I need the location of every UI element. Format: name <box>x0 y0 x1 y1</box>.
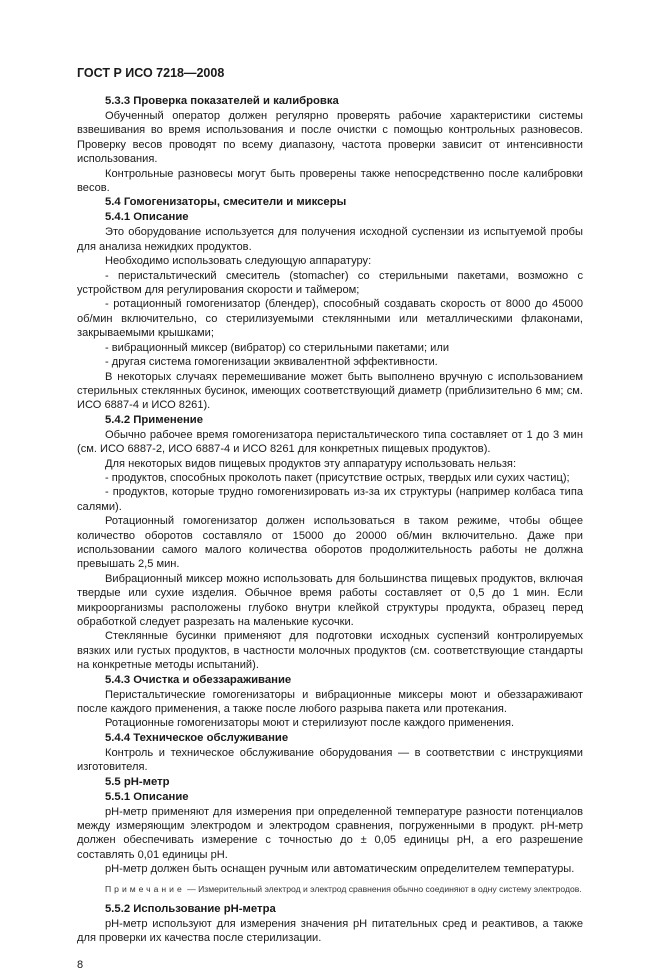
paragraph: В некоторых случаях перемешивание может быть выполнено вручную с использованием стерильных стеклянных бусинок, имеющих соответствующий диаметр (приблизительно 6 мм; см. ИСО 6887-4 и ИСО 8261). <box>77 370 583 412</box>
note-text: — Измерительный электрод и электрод сравнения обычно соединяют в одну систему электродов. <box>184 883 582 894</box>
paragraph: Для некоторых видов пищевых продуктов эту аппаратуру использовать нельзя: <box>105 457 517 470</box>
note <box>77 883 583 896</box>
section-heading: 5.4.1 Описание <box>105 211 189 224</box>
list-item: - другая система гомогенизации эквивалентной эффективности. <box>105 356 438 369</box>
page-number: 8 <box>77 958 84 971</box>
document-header: ГОСТ Р ИСО 7218—2008 <box>77 66 225 80</box>
paragraph: Обычно рабочее время гомогенизатора перистальтического типа составляет от 1 до 3 мин (см. ИСО 6887-2, ИСО 6887-4 и ИСО 8261 для конкретных пищевых продуктов). <box>77 428 583 456</box>
list-item: - вибрационный миксер (вибратор) со стерильными пакетами; или <box>105 341 450 354</box>
section-heading: 5.4.2 Применение <box>105 413 204 426</box>
paragraph: Ротационные гомогенизаторы моют и стерилизуют после каждого применения. <box>105 717 515 730</box>
paragraph: Это оборудование используется для получения исходной суспензии из испытуемой пробы для анализа нежидких продуктов. <box>77 226 583 253</box>
section-heading: 5.4.4 Техническое обслуживание <box>105 731 289 744</box>
paragraph: pH-метр используют для измерения значения pH питательных сред и реактивов, а также для проверки их качества после стерилизации. <box>77 917 583 945</box>
paragraph: Контроль и техническое обслуживание оборудования — в соответствии с инструкциями изготовителя. <box>77 746 583 774</box>
list-item: - продуктов, способных проколоть пакет (присутствие острых, твердых или сухих частиц); <box>105 471 570 484</box>
document-body <box>77 94 583 972</box>
paragraph: pH-метр должен быть оснащен ручным или автоматическим определителем температуры. <box>105 863 575 876</box>
paragraph: Обученный оператор должен регулярно проверять рабочие характеристики системы взвешивания во время использования и после очистки с помощью контрольных разновесов. Проверку весов проводят по всему диапазону, частота проверки зависит от интенсивности использования. <box>77 110 583 166</box>
list-item: - ротационный гомогенизатор (блендер), способный создавать скорость от 8000 до 45000 об/мин включительно, со стерилизуемыми стеклянными или металлическими флаконами, закрываемыми крышками; <box>77 298 583 340</box>
section-heading: 5.4.3 Очистка и обеззараживание <box>105 673 292 686</box>
list-item: - перистальтический смеситель (stomacher) со стерильными пакетами, возможно с устройством для регулирования скорости и таймером; <box>77 269 583 297</box>
paragraph: Стеклянные бусинки применяют для подготовки исходных суспензий контролируемых вязких или густых продуктов, в частности молочных продуктов (см. соответствующие стандарты на конкретные методы испытаний). <box>77 630 583 672</box>
paragraph: Вибрационный миксер можно использовать для большинства пищевых продуктов, включая твердые или сухие изделия. Обычное время работы составляет от 0,5 до 1 мин. Если микроорганизмы расположены глубоко внутри клейкой структуры продукта, образец перед обработкой следует разрезать на маленькие кусочки. <box>77 572 583 628</box>
list-item: - продуктов, которые трудно гомогенизировать из-за их структуры (например колбаса типа салями). <box>77 486 583 513</box>
section-heading: 5.5 pH-метр <box>105 775 170 788</box>
note-label: Примечание <box>105 883 185 894</box>
section-heading: 5.4 Гомогенизаторы, смесители и миксеры <box>105 196 347 209</box>
paragraph: Ротационный гомогенизатор должен использоваться в таком режиме, чтобы общее количество оборотов составляло от 15000 до 20000 об/мин включительно. Даже при использовании самого малого количества оборотов продолжительность работы не должна превышать 2,5 мин. <box>77 515 583 571</box>
paragraph: Контрольные разновесы могут быть проверены также непосредственно после калибровки весов. <box>77 167 583 195</box>
section-heading: 5.3.3 Проверка показателей и калибровка <box>105 95 339 107</box>
paragraph: pH-метр применяют для измерения при определенной температуре разности потенциалов между измеряющим электродом и электродом сравнения, погруженными в продукт. pH-метр должен обеспечивать измерение с точностью до ± 0,05 единицы pH, а его разрешение составлять 0,01 единицы pH. <box>77 805 583 861</box>
section-heading: 5.5.2 Использование pH-метра <box>105 902 276 915</box>
paragraph: Перистальтические гомогенизаторы и вибрационные миксеры моют и обеззараживают после каждого применения, а также после любого разрыва пакета или протекания. <box>77 688 583 716</box>
paragraph: Необходимо использовать следующую аппаратуру: <box>105 255 372 268</box>
section-heading: 5.5.1 Описание <box>105 790 189 803</box>
